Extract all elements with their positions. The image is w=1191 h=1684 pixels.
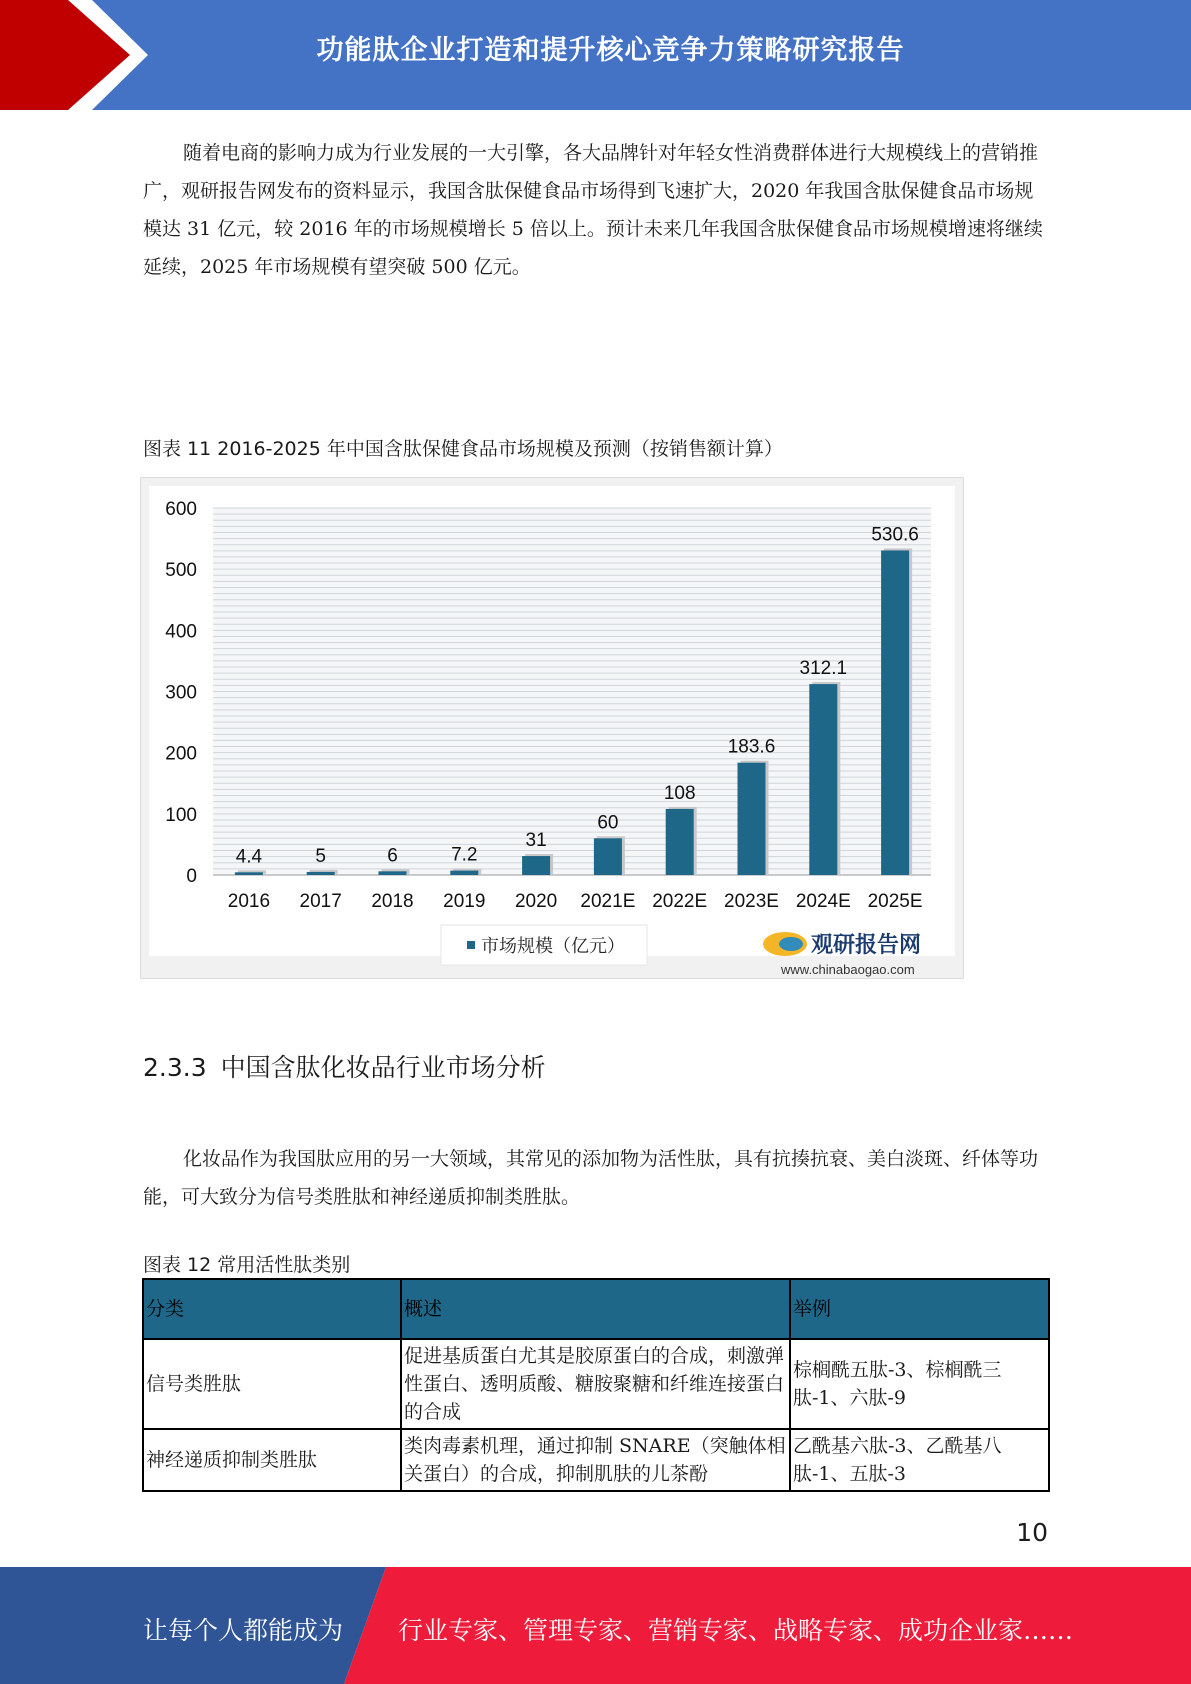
- header-banner: [0, 0, 1191, 110]
- y-tick-label: 0: [186, 866, 197, 887]
- data-label: 108: [663, 782, 696, 804]
- header-examples: 举例: [790, 1279, 1049, 1339]
- bar: [379, 871, 407, 875]
- data-label: 183.6: [727, 736, 776, 758]
- table-cell: 类肉毒素机理，通过抑制 SNARE（突触体相关蛋白）的合成，抑制肌肤的儿茶酚: [401, 1429, 790, 1491]
- x-tick-label: 2025E: [867, 891, 923, 912]
- bar: [809, 684, 837, 875]
- intro-paragraph: 随着电商的影响力成为行业发展的一大引擎，各大品牌针对年轻女性消费群体进行大规模线上的营销推广，观研报告网发布的资料显示，我国含肽保健食品市场得到飞速扩大，2020 年我国含肽保健食品市场规模达 31 亿元，较 2016 年的市场规模增长 5 倍以上。预计未来几年我国含肽保健食品市场规模增速将继续延续，2025 年市场规模有望突破 500 亿元。: [143, 142, 1043, 278]
- bar: [450, 871, 478, 875]
- watermark-logo: 观研报告网: [811, 933, 922, 958]
- bar: [522, 856, 550, 875]
- bar: [881, 550, 909, 875]
- report-title: 功能肽企业打造和提升核心竞争力策略研究报告: [316, 35, 905, 66]
- y-tick-label: 600: [165, 499, 197, 520]
- header-category: 分类: [143, 1279, 401, 1339]
- bar: [666, 809, 694, 875]
- x-tick-label: 2017: [299, 891, 342, 912]
- y-tick-label: 400: [165, 621, 197, 643]
- data-label: 31: [525, 830, 547, 852]
- section-title: 中国含肽化妆品行业市场分析: [220, 1053, 546, 1082]
- peptide-category-table: [142, 1278, 1050, 1492]
- bar-chart: [141, 478, 965, 980]
- y-tick-label: 300: [165, 682, 197, 704]
- footer-slogan-right: 行业专家、管理专家、营销专家、战略专家、成功企业家……: [398, 1616, 1074, 1645]
- bar: [738, 763, 766, 875]
- data-label: 5: [315, 845, 326, 867]
- table-row: [143, 1429, 1049, 1491]
- x-tick-label: 2018: [371, 891, 414, 912]
- page-number: 10: [1016, 1518, 1048, 1547]
- x-tick-label: 2016: [227, 891, 271, 912]
- table-header-row: [143, 1279, 1049, 1339]
- data-label: 4.4: [235, 846, 263, 868]
- table-cell: 神经递质抑制类胜肽: [143, 1429, 401, 1491]
- table-cell: 促进基质蛋白尤其是胶原蛋白的合成，刺激弹性蛋白、透明质酸、糖胺聚糖和纤维连接蛋白的合成: [401, 1339, 790, 1429]
- bar: [235, 872, 263, 875]
- bar: [594, 838, 622, 875]
- logo-swirl-icon: [779, 937, 803, 951]
- table-cell: 乙酰基六肽-3、乙酰基八肽-1、五肽-3: [790, 1429, 1049, 1491]
- footer-slogan-left: 让每个人都能成为: [143, 1616, 344, 1645]
- x-tick-label: 2024E: [795, 891, 851, 912]
- x-tick-label: 2019: [443, 891, 486, 912]
- figure-11-caption: 图表 11 2016-2025 年中国含肽保健食品市场规模及预测（按销售额计算）: [143, 438, 783, 460]
- x-tick-label: 2023E: [724, 891, 779, 912]
- table-cell: 信号类胜肽: [143, 1339, 401, 1429]
- section-heading: [143, 1048, 546, 1084]
- y-tick-label: 500: [165, 560, 197, 582]
- legend-swatch: [467, 941, 475, 949]
- y-tick-label: 200: [165, 743, 197, 765]
- footer-banner: [0, 1567, 1191, 1684]
- legend-label: 市场规模（亿元）: [481, 936, 625, 957]
- data-label: 312.1: [799, 658, 848, 680]
- data-label: 6: [387, 845, 398, 867]
- bar: [307, 872, 335, 875]
- x-tick-label: 2021E: [580, 891, 636, 912]
- x-tick-label: 2022E: [652, 891, 708, 912]
- market-size-chart: [140, 477, 964, 979]
- table-cell: 棕榈酰五肽-3、棕榈酰三肽-1、六肽-9: [790, 1339, 1049, 1429]
- cosmetics-paragraph: 化妆品作为我国肽应用的另一大领域，其常见的添加物为活性肽，具有抗揍抗衰、美白淡斑、纤体等功能，可大致分为信号类胜肽和神经递质抑制类胜肽。: [143, 1148, 1039, 1208]
- data-label: 7.2: [451, 844, 478, 866]
- figure-12-caption: 图表 12 常用活性肽类别: [143, 1254, 351, 1276]
- y-tick-label: 100: [165, 804, 197, 826]
- section-number: 2.3.3: [143, 1053, 207, 1082]
- watermark-site: www.chinabaogao.com: [781, 962, 915, 977]
- table-row: [143, 1339, 1049, 1429]
- x-tick-label: 2020: [514, 891, 558, 912]
- header-overview: 概述: [401, 1279, 790, 1339]
- data-label: 530.6: [871, 524, 919, 546]
- data-label: 60: [597, 812, 619, 834]
